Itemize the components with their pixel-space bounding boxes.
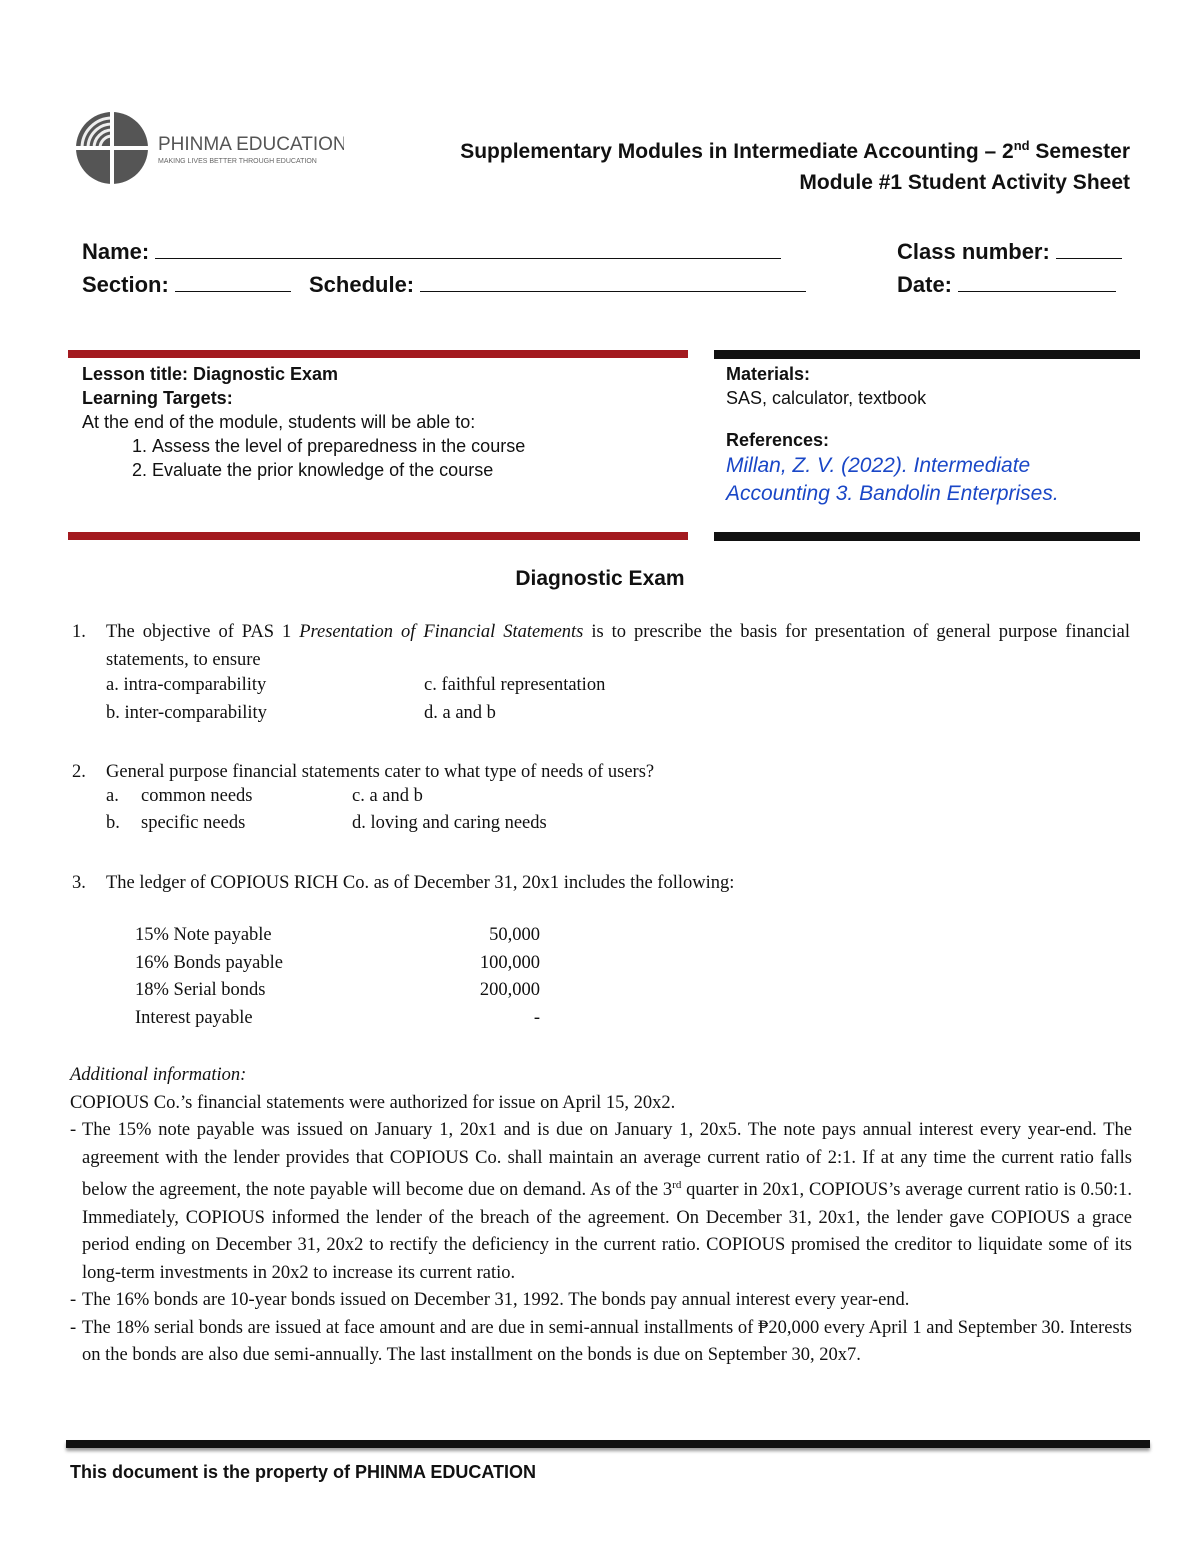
header-line-1: Supplementary Modules in Intermediate Accounting – 2nd Semester: [460, 138, 1130, 163]
option-b: b. inter-comparability: [106, 703, 267, 723]
additional-info-label: Additional information:: [70, 1065, 247, 1085]
name-field[interactable]: Name:: [82, 238, 781, 265]
materials-items: SAS, calculator, textbook: [726, 388, 927, 408]
logo-tagline: MAKING LIVES BETTER THROUGH EDUCATION: [158, 158, 317, 165]
phinma-emblem-icon: [74, 110, 344, 190]
option-b-letter: b.: [106, 813, 120, 833]
option-a-letter: a.: [106, 786, 119, 806]
ledger-row: [135, 925, 540, 946]
learning-target: 1. Assess the level of preparedness in the course: [152, 434, 682, 458]
option-d: d. loving and caring needs: [352, 813, 547, 833]
exam-title: Diagnostic Exam: [515, 567, 685, 590]
references-label: References:: [726, 430, 830, 450]
lesson-box: [82, 362, 682, 482]
lesson-top-bar: [68, 350, 688, 358]
question-text: The objective of PAS 1 Presentation of Financial Statements is to prescribe the basis for presentation of general purpose financial statements, to ensure: [106, 622, 1131, 670]
option-c: c. a and b: [352, 786, 423, 806]
ledger-amount: 200,000: [479, 980, 540, 1000]
ledger-item: 16% Bonds payable: [135, 953, 283, 973]
serial-bonds-info: - The 18% serial bonds are issued at face amount and are due in semi-annual installments of ₱20,000 every April 1 and September 30. Interests on the bonds are also due semi-annually. The last installment on the bonds is due on September 30, 20x7.: [70, 1317, 1132, 1366]
learning-targets-intro: At the end of the module, students will be able to:: [82, 412, 476, 432]
lesson-bottom-bar: [68, 532, 688, 540]
question-number: 2.: [72, 762, 86, 782]
reference-line: Accounting 3. Bandolin Enterprises.: [726, 482, 1059, 505]
authorized-date-text: COPIOUS Co.’s financial statements were authorized for issue on April 15, 20x2.: [70, 1092, 676, 1113]
ledger-item: 15% Note payable: [135, 925, 272, 945]
question-number: 3.: [72, 873, 86, 893]
question-number: 1.: [72, 622, 86, 642]
schedule-field[interactable]: Schedule:: [309, 271, 806, 298]
option-c: c. faithful representation: [424, 675, 606, 695]
option-d: d. a and b: [424, 703, 496, 723]
learning-targets-list: [82, 434, 682, 482]
materials-box: [726, 362, 1146, 508]
learning-target: 2. Evaluate the prior knowledge of the course: [152, 458, 682, 482]
reference-line: Millan, Z. V. (2022). Intermediate: [726, 454, 1031, 477]
module-header: [460, 130, 1130, 198]
ledger-row: [135, 1008, 540, 1029]
ledger-item: 18% Serial bonds: [135, 980, 266, 1000]
class-number-field[interactable]: Class number:: [897, 238, 1122, 265]
phinma-logo: [74, 110, 344, 190]
question-text: General purpose financial statements cater to what type of needs of users?: [106, 762, 655, 782]
question-text: The ledger of COPIOUS RICH Co. as of December 31, 20x1 includes the following:: [106, 873, 735, 893]
materials-label: Materials:: [726, 364, 811, 384]
ledger-row: [135, 953, 540, 974]
option-a: a. intra-comparability: [106, 675, 267, 695]
date-field[interactable]: Date:: [897, 271, 1116, 298]
learning-targets-label: Learning Targets:: [82, 388, 233, 408]
ledger-amount: -: [533, 1008, 540, 1028]
ledger-amount: 100,000: [479, 953, 540, 973]
section-field[interactable]: Section:: [82, 271, 291, 298]
option-a: common needs: [141, 786, 253, 806]
ledger-amount: 50,000: [489, 925, 540, 945]
bonds-payable-info: - The 16% bonds are 10-year bonds issued on December 31, 1992. The bonds pay annual interest every year-end.: [70, 1290, 910, 1311]
option-b: specific needs: [141, 813, 246, 833]
header-line-2: Module #1 Student Activity Sheet: [799, 171, 1130, 194]
note-payable-info: - The 15% note payable was issued on January 1, 20x1 and is due on January 1, 20x5. The note pays annual interest every year-end. The agreement with the lender provides that COPIOUS Co. shall maintain an average current ratio of 2:1. If at any time the current ratio falls below the agreement, the note payable will become due on demand. As of the 3rd quarter in 20x1, COPIOUS’s average current ratio is 0.50:1. Immediately, COPIOUS informed the lender of the breach of the agreement. On December 31, 20x1, the lender gave COPIOUS a grace period ending on December 31, 20x2 to rectify the deficiency in the current ratio. COPIOUS promised the creditor to liquidate some of its long-term investments in 20x2 to increase its current ratio.: [70, 1120, 1132, 1283]
ledger-item: Interest payable: [135, 1008, 253, 1028]
materials-top-bar: [714, 350, 1140, 359]
additional-information: [70, 1062, 1132, 1370]
footer-divider: [66, 1440, 1150, 1448]
logo-name: PHINMA EDUCATION: [158, 134, 344, 155]
footer-text: This document is the property of PHINMA EDUCATION: [70, 1462, 537, 1482]
materials-bottom-bar: [714, 532, 1140, 541]
lesson-title: Lesson title: Diagnostic Exam: [82, 364, 339, 384]
ledger-row: [135, 980, 540, 1001]
